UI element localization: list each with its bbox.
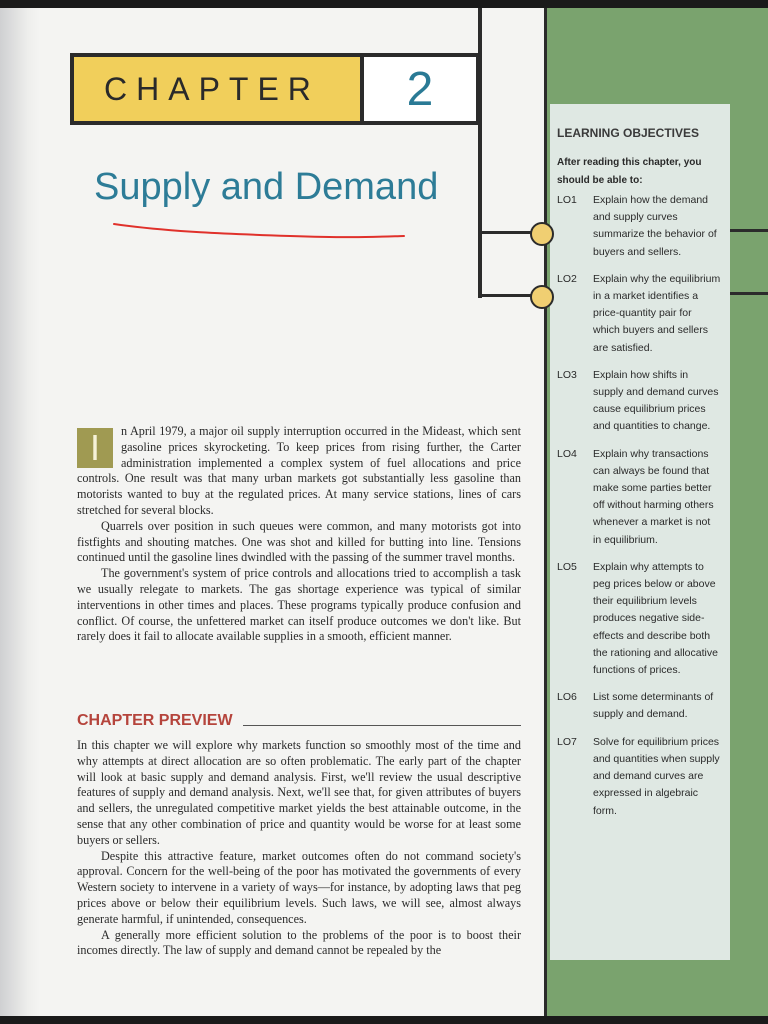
objective-code: LO7 — [557, 735, 577, 748]
objective-code: LO2 — [557, 272, 577, 285]
objective-code: LO3 — [557, 368, 577, 381]
red-pen-underline-icon — [110, 216, 410, 246]
objective-item — [557, 446, 725, 549]
objective-text: Explain why attempts to peg prices below or above their equilibrium levels produces negative side-effects and describe both the rationing and allocative functions of prices. — [593, 560, 718, 677]
intro-paragraph: Quarrels over position in such queues were common, and many motorists got into fistfights and shouting matches. One was shot and killed for butting into line. Tensions continued until the gasoline lines dwindled with the passing of the summer travel months. — [77, 518, 521, 565]
connector-dot-icon — [530, 222, 554, 246]
intro-paragraph: n April 1979, a major oil supply interruption occurred in the Mideast, which sent gasoline prices skyrocketing. To keep prices from rising further, the Carter administration implemented a complex system of fuel allocations and price controls. One result was that many urban markets got substantially less gasoline than motorists wanted to buy at the regulated prices. At many service stations, lines of cars stretched for several blocks. — [77, 424, 521, 517]
page-gutter-shadow — [0, 8, 40, 1016]
objective-text: List some determinants of supply and demand. — [593, 691, 714, 721]
connector-line-right-1 — [730, 229, 768, 232]
objective-code: LO5 — [557, 560, 577, 573]
objective-code: LO6 — [557, 691, 577, 704]
connector-line-2 — [478, 294, 538, 297]
chapter-word: CHAPTER — [104, 70, 320, 107]
preview-title: CHAPTER PREVIEW — [77, 712, 233, 729]
objective-code: LO1 — [557, 194, 577, 206]
objectives-heading: LEARNING OBJECTIVES — [557, 126, 700, 140]
learning-objectives — [557, 126, 725, 830]
connector-line-right-2 — [730, 292, 768, 295]
objectives-intro: After reading this chapter, you should be able to: — [557, 157, 702, 186]
objective-item — [557, 734, 725, 820]
objective-code: LO4 — [557, 447, 577, 460]
connector-vertical-line — [478, 8, 482, 298]
objective-item — [557, 689, 725, 723]
objective-text: Solve for equilibrium prices and quantities when supply and demand curves are expressed in algebraic form. — [593, 735, 720, 817]
objective-text: Explain how shifts in supply and demand curves cause equilibrium prices and quantities to change. — [593, 368, 719, 433]
chapter-label-box — [70, 53, 360, 125]
chapter-title: Supply and Demand — [94, 166, 439, 208]
chapter-number-box — [360, 53, 480, 125]
connector-line-1 — [478, 231, 538, 234]
objective-item — [557, 192, 725, 261]
textbook-page — [0, 8, 768, 1016]
preview-paragraph: Despite this attractive feature, market outcomes often do not command society's approval. Concern for the well-being of the poor has motivated the governments of every Western society to intervene in a variety of ways—for instance, by adopting laws that peg prices above or below their equilibrium levels. Such laws, we will see, almost always generate harmful, if unintended, consequences. — [77, 848, 521, 926]
preview-rule — [243, 725, 521, 726]
drop-cap: I — [77, 428, 113, 468]
chapter-number: 2 — [406, 62, 434, 116]
objective-item — [557, 271, 725, 357]
intro-paragraph: The government's system of price controls and allocations tried to accomplish a task we usually relegate to markets. The gas shortage experience was typical of similar interventions in other times and places. These programs typically produce confusion and conflict. Of course, the unfettered market can itself produce outcomes we don't like. But rarely does it fail to allocate available supplies in a smooth, efficient manner. — [77, 566, 521, 644]
preview-paragraph: A generally more efficient solution to the problems of the poor is to boost their incomes directly. The law of supply and demand cannot be repealed by the — [77, 927, 521, 958]
objective-text: Explain why the equilibrium in a market identifies a price-quantity pair for which buyers and sellers are satisfied. — [593, 272, 721, 354]
objective-text: Explain how the demand and supply curves summarize the behavior of buyers and sellers. — [593, 194, 717, 258]
intro-text — [77, 424, 521, 645]
panel-divider — [544, 8, 547, 1016]
objective-text: Explain why transactions can always be found that make some parties better off without harming others whenever a market is not in equilibrium. — [593, 447, 714, 546]
chapter-preview-heading — [77, 712, 521, 730]
preview-text — [77, 738, 521, 959]
objective-item — [557, 559, 725, 679]
preview-paragraph: In this chapter we will explore why markets function so smoothly most of the time and why attempts at direct allocation are so often problematic. The early part of the chapter will look at basic supply and demand analysis. First, we'll review the usual descriptive features of supply and demand analysis. Next, we'll see that, for given attributes of buyers and sellers, the unregulated competitive market yields the best attainable outcome, in the sense that any other combination of price and quantity would be worse for at least some buyers or sellers. — [77, 738, 521, 847]
connector-dot-icon — [530, 285, 554, 309]
objective-item — [557, 367, 725, 436]
